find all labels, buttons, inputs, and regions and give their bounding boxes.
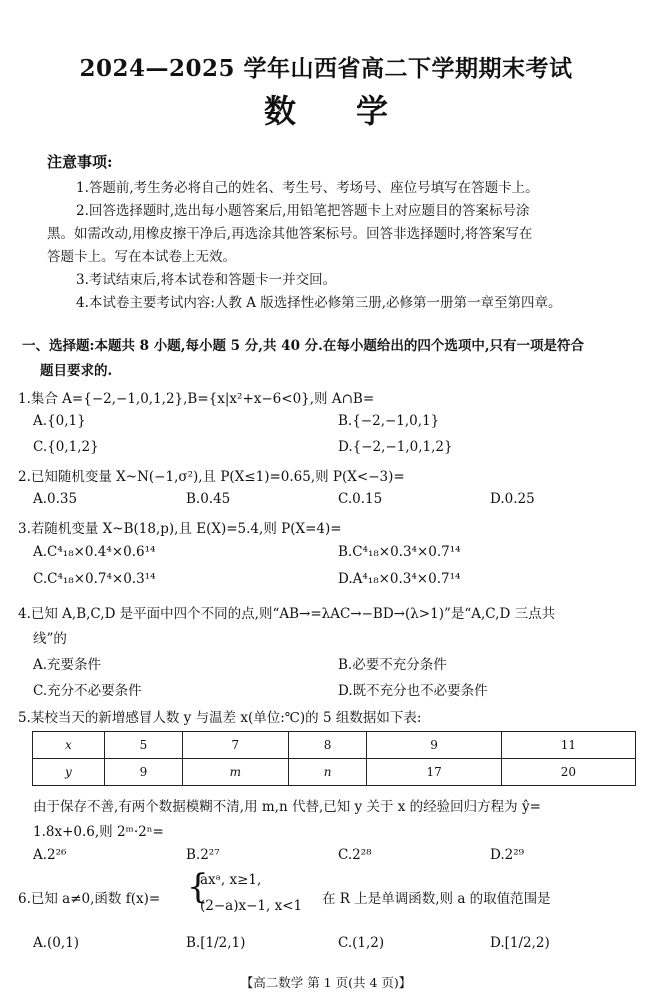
q6-stem-cont: 在 R 上是单调函数,则 a 的取值范围是 — [322, 891, 551, 907]
q2-option-d: D.0.25 — [490, 491, 535, 507]
table-cell: x — [33, 732, 105, 759]
q1-option-c: C.{0,1,2} — [33, 439, 99, 455]
table-cell: 9 — [104, 759, 182, 786]
table-cell: 7 — [182, 732, 288, 759]
page-footer: 【高二数学 第 1 页(共 4 页)】 — [240, 975, 412, 990]
q5-text: 由于保存不善,有两个数据模糊不清,用 m,n 代替,已知 y 关于 x 的经验回归方程为 ŷ= — [33, 799, 541, 815]
q2-option-c: C.0.15 — [338, 491, 383, 507]
q4-stem-cont: 线”的 — [33, 631, 67, 647]
table-row — [33, 732, 636, 759]
table-cell: y — [33, 759, 105, 786]
note-item-1: 1.答题前,考生务必将自己的姓名、考生号、考场号、座位号填写在答题卡上。 — [76, 180, 539, 196]
table-cell: 5 — [104, 732, 182, 759]
piecewise-brace: { — [187, 867, 209, 907]
q4-option-c: C.充分不必要条件 — [33, 683, 142, 699]
q5-text-cont: 1.8x+0.6,则 2ᵐ·2ⁿ= — [33, 824, 164, 840]
table-row — [33, 759, 636, 786]
q5-option-a: A.2²⁶ — [33, 847, 67, 863]
note-item-2-cont2: 答题卡上。写在本试卷上无效。 — [47, 249, 236, 265]
q2-stem: 2.已知随机变量 X~N(−1,σ²),且 P(X≤1)=0.65,则 P(X<−3)= — [18, 469, 405, 485]
q5-option-d: D.2²⁹ — [490, 847, 525, 863]
q3-option-d: D.A⁴₁₈×0.3⁴×0.7¹⁴ — [338, 571, 461, 587]
table-cell: n — [288, 759, 367, 786]
q6-option-d: D.[1/2,2) — [490, 935, 550, 951]
section-heading: 一、选择题:本题共 8 小题,每小题 5 分,共 40 分.在每小题给出的四个选项中,只有一项是符合 — [22, 338, 585, 354]
table-cell: 9 — [367, 732, 501, 759]
q3-option-a: A.C⁴₁₈×0.4⁴×0.6¹⁴ — [33, 544, 156, 560]
q6-case-1: axᵃ, x≥1, — [200, 872, 262, 888]
note-item-2-cont: 黑。如需改动,用橡皮擦干净后,再选涂其他答案标号。回答非选择题时,将答案写在 — [47, 226, 533, 242]
exam-title: 2024—2025 学年山西省高二下学期期末考试 — [79, 55, 573, 82]
q4-option-a: A.充要条件 — [33, 657, 102, 673]
table-cell: m — [182, 759, 288, 786]
q1-option-d: D.{−2,−1,0,1,2} — [338, 439, 453, 455]
q6-stem: 6.已知 a≠0,函数 f(x)= — [18, 891, 161, 907]
note-item-3: 3.考试结束后,将本试卷和答题卡一并交回。 — [76, 272, 337, 288]
q3-stem: 3.若随机变量 X~B(18,p),且 E(X)=5.4,则 P(X=4)= — [18, 521, 342, 537]
q3-option-c: C.C⁴₁₈×0.7⁴×0.3¹⁴ — [33, 571, 156, 587]
q1-stem: 1.集合 A={−2,−1,0,1,2},B={x|x²+x−6<0},则 A∩B= — [18, 391, 375, 407]
table-cell: 17 — [367, 759, 501, 786]
notes-heading: 注意事项: — [47, 153, 113, 171]
q1-option-a: A.{0,1} — [33, 413, 86, 429]
q5-option-b: B.2²⁷ — [186, 847, 220, 863]
q2-option-a: A.0.35 — [33, 491, 78, 507]
table-cell: 11 — [501, 732, 635, 759]
table-cell: 20 — [501, 759, 635, 786]
q5-option-c: C.2²⁸ — [338, 847, 372, 863]
q6-option-b: B.[1/2,1) — [186, 935, 246, 951]
q6-case-2: (2−a)x−1, x<1 — [200, 898, 303, 914]
q6-option-c: C.(1,2) — [338, 935, 385, 951]
subject-title: 数学 — [263, 92, 448, 130]
q1-option-b: B.{−2,−1,0,1} — [338, 413, 440, 429]
q3-option-b: B.C⁴₁₈×0.3⁴×0.7¹⁴ — [338, 544, 461, 560]
q6-option-a: A.(0,1) — [33, 935, 80, 951]
q2-option-b: B.0.45 — [186, 491, 231, 507]
table-cell: 8 — [288, 732, 367, 759]
q5-stem: 5.某校当天的新增感冒人数 y 与温差 x(单位:℃)的 5 组数据如下表: — [18, 710, 422, 726]
note-item-2: 2.回答选择题时,选出每小题答案后,用铅笔把答题卡上对应题目的答案标号涂 — [76, 203, 530, 219]
section-heading-cont: 题目要求的. — [40, 363, 113, 379]
q5-data-table — [32, 731, 636, 786]
note-item-4: 4.本试卷主要考试内容:人教 A 版选择性必修第三册,必修第一册第一章至第四章。 — [76, 295, 562, 311]
q4-option-d: D.既不充分也不必要条件 — [338, 683, 488, 699]
q4-option-b: B.必要不充分条件 — [338, 657, 447, 673]
q4-stem: 4.已知 A,B,C,D 是平面中四个不同的点,则“AB→=λAC→−BD→(λ>1)”是“A,C,D 三点共 — [18, 606, 556, 622]
